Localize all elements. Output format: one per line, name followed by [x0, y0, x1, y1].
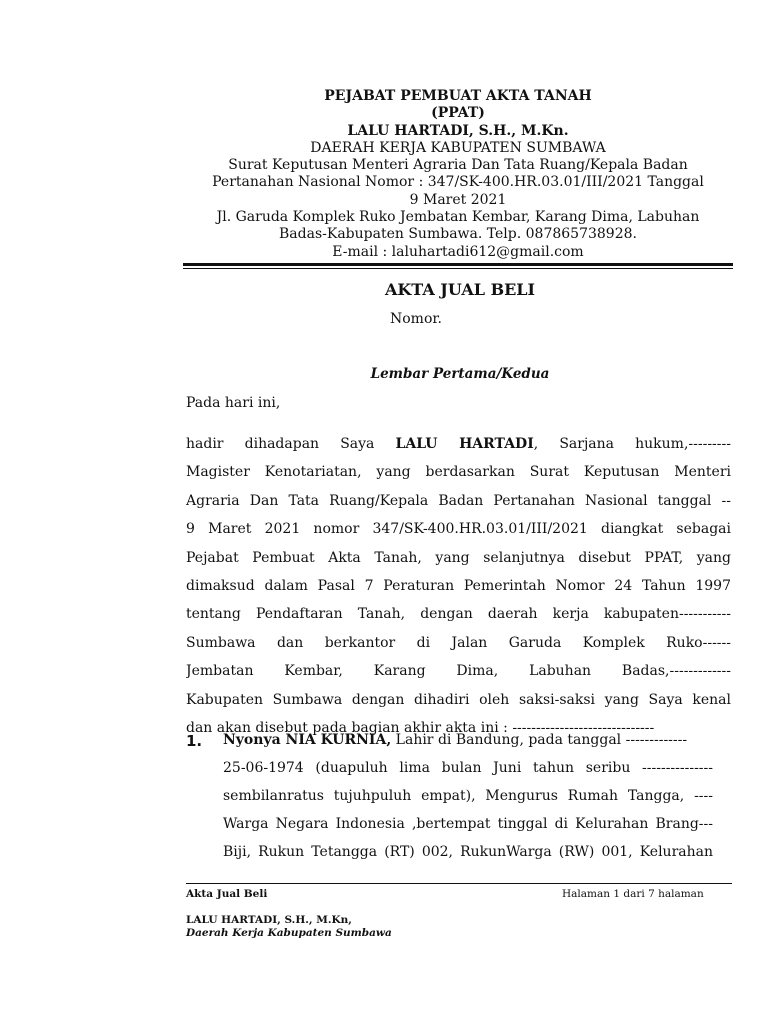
deed-body [186, 436, 731, 748]
decree-line-2: Pertanahan Nasional Nomor : 347/SK-400.HR.03.01/III/2021 Tanggal [212, 174, 704, 191]
item-line: sembilanratus tujuhpuluh empat), Mengurus Rumah Tangga, ---- [223, 788, 713, 804]
deed-title: AKTA JUAL BELI [384, 280, 536, 299]
sheet-label: Lembar Pertama/Kedua [370, 366, 550, 382]
body-line: 9 Maret 2021 nomor 347/SK-400.HR.03.01/III/2021 diangkat sebagai [186, 521, 731, 538]
decree-line-1: Surat Keputusan Menteri Agraria Dan Tata Ruang/Kepala Badan [228, 157, 688, 174]
footer-divider [186, 883, 732, 884]
letterhead [180, 88, 736, 261]
body-line: Pejabat Pembuat Akta Tanah, yang selanjutnya disebut PPAT, yang [186, 549, 731, 566]
opening-phrase: Pada hari ini, [186, 395, 281, 411]
decree-date: 9 Maret 2021 [409, 191, 507, 208]
body-line: Magister Kenotariatan, yang berdasarkan Surat Keputusan Menteri [186, 464, 731, 481]
body-line: dimaksud dalam Pasal 7 Peraturan Pemerintah Nomor 24 Tahun 1997 [186, 577, 731, 594]
item-line: Warga Negara Indonesia ,bertempat tinggal di Kelurahan Brang--- [223, 816, 713, 832]
deed-number-label: Nomor. [390, 311, 442, 327]
body-line: Sumbawa dan berkantor di Jalan Garuda Komplek Ruko------ [186, 634, 731, 651]
work-area: DAERAH KERJA KABUPATEN SUMBAWA [310, 139, 606, 156]
header-divider-thick [183, 263, 733, 266]
body-line: Kabupaten Sumbawa dengan dihadiri oleh saksi-saksi yang Saya kenal [186, 691, 731, 708]
header-divider-thin [183, 268, 733, 269]
item-text [223, 732, 713, 872]
footer-work-area: Daerah Kerja Kabupaten Sumbawa [186, 927, 392, 939]
item-line: 25-06-1974 (duapuluh lima bulan Juni tahun seribu --------------- [223, 760, 713, 776]
item-line: Biji, Rukun Tetangga (RT) 002, RukunWarga (RW) 001, Kelurahan [223, 844, 713, 860]
footer-page-number: Halaman 1 dari 7 halaman [562, 888, 704, 900]
ppat-name: LALU HARTADI [395, 436, 534, 452]
body-line: Agraria Dan Tata Ruang/Kepala Badan Pertanahan Nasional tanggal -- [186, 492, 731, 509]
body-line: hadir dihadapan Saya LALU HARTADI, Sarjana hukum,--------- [186, 436, 731, 452]
body-line: dan akan disebut pada bagian akhir akta ini : ------------------------------ [186, 719, 655, 736]
office-abbreviation: (PPAT) [431, 105, 485, 122]
email-line: E-mail : laluhartadi612@gmail.com [332, 243, 584, 260]
address-line-1: Jl. Garuda Komplek Ruko Jembatan Kembar, Karang Dima, Labuhan [216, 209, 700, 226]
body-line: tentang Pendaftaran Tanah, dengan daerah kerja kabupaten----------- [186, 606, 731, 623]
body-line: Jembatan Kembar, Karang Dima, Labuhan Badas,------------- [186, 663, 731, 680]
footer-doc-title: Akta Jual Beli [186, 888, 268, 900]
address-line-2: Badas-Kabupaten Sumbawa. Telp. 087865738928. [279, 226, 637, 243]
party-name: Nyonya NIA KURNIA, [223, 732, 392, 748]
office-title: PEJABAT PEMBUAT AKTA TANAH [324, 88, 592, 104]
official-name: LALU HARTADI, S.H., M.Kn. [347, 122, 569, 139]
item-number: 1. [186, 732, 203, 750]
item-line: Nyonya NIA KURNIA, Lahir di Bandung, pada tanggal ------------- [223, 732, 688, 748]
footer-official-name: LALU HARTADI, S.H., M.Kn, [186, 914, 352, 926]
